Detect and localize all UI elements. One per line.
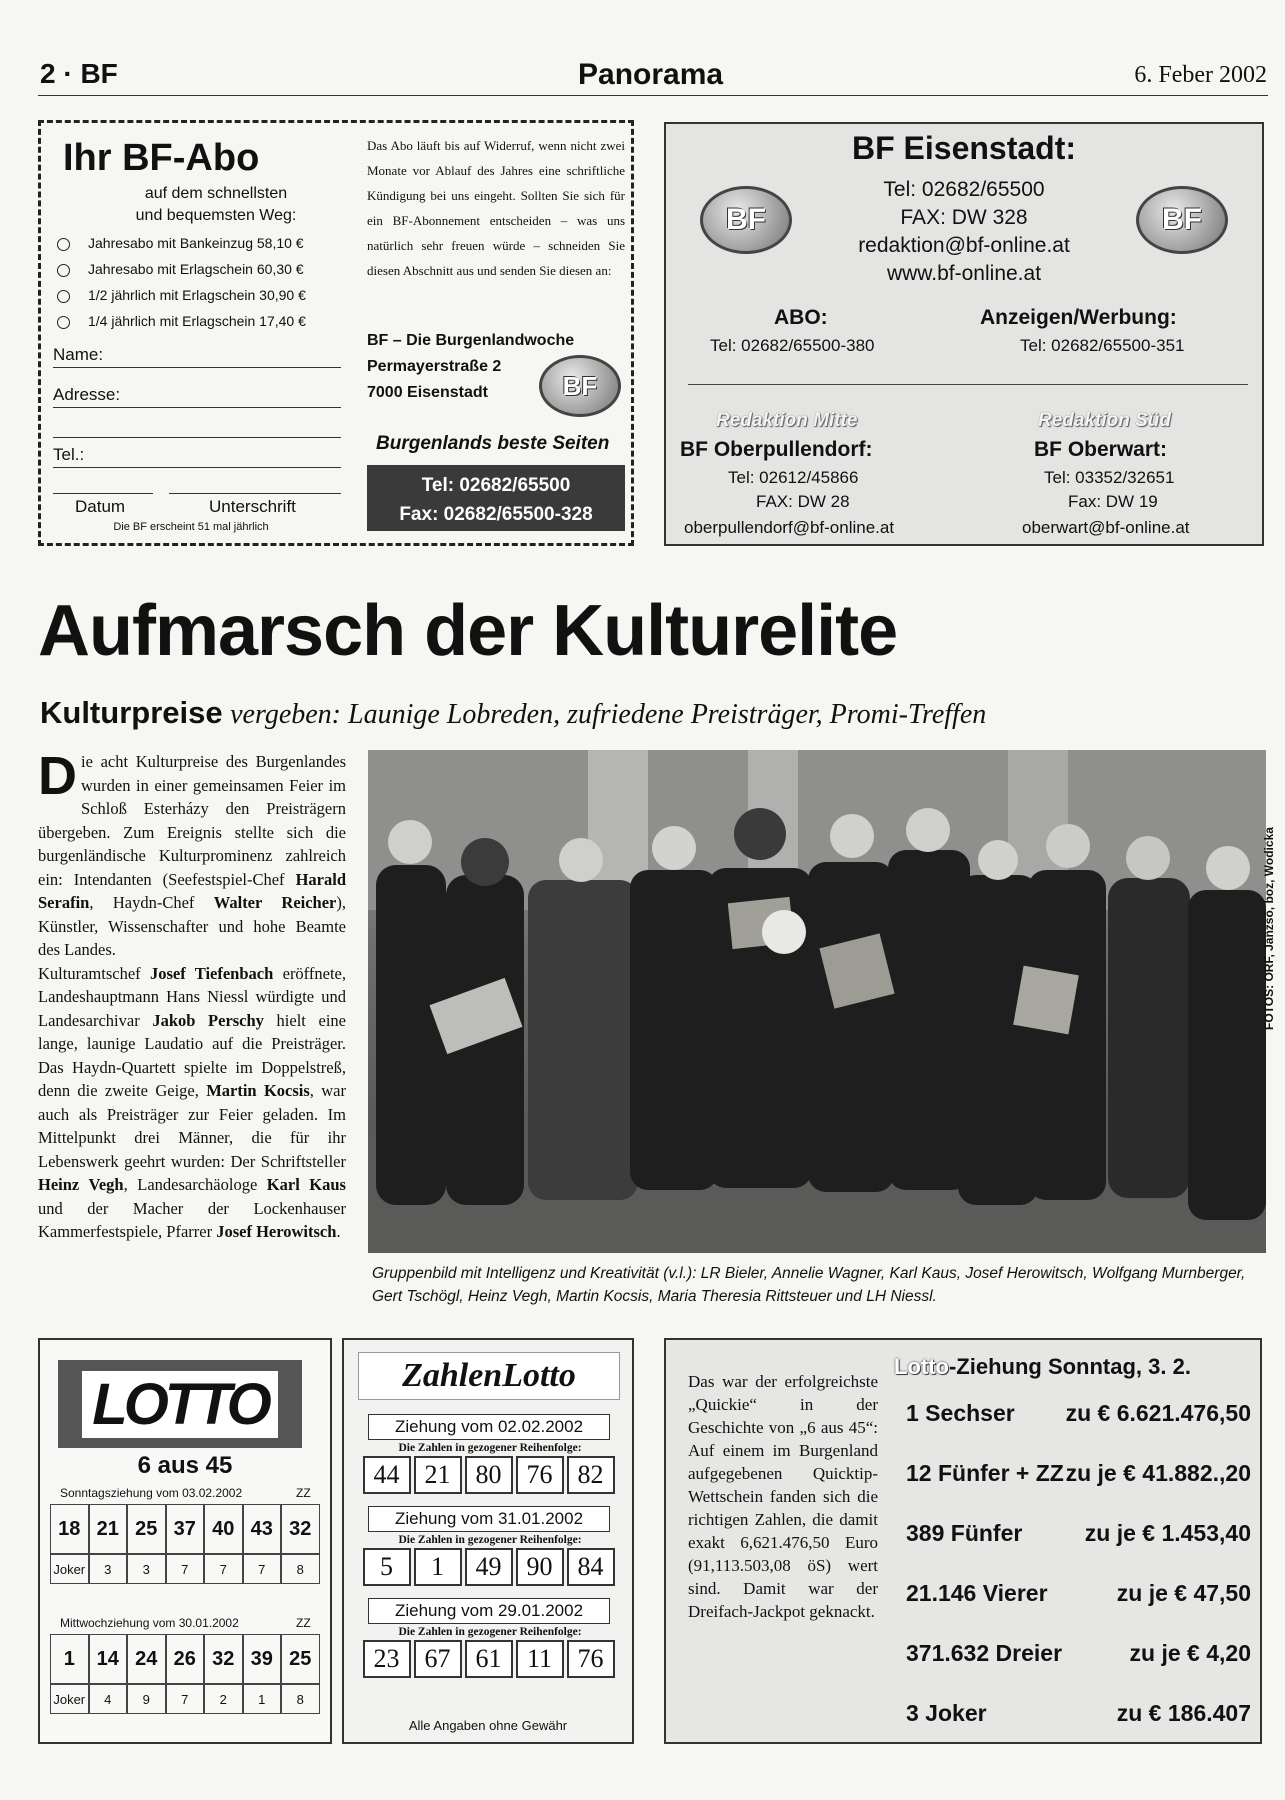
zahlenlotto-draw <box>358 1598 622 1678</box>
contact-box <box>664 122 1264 546</box>
ads-label: Anzeigen/Werbung: <box>980 306 1177 329</box>
coupon-phone: Tel: 02682/65500 <box>421 475 571 496</box>
wednesday-number: 25 <box>281 1634 320 1684</box>
sunday-number: 25 <box>127 1504 166 1554</box>
prize-amount: zu je € 1.453,40 <box>1084 1520 1251 1546</box>
kicker: Kulturpreise <box>40 695 223 730</box>
draw-title-rest: -Ziehung Sonntag, 3. 2. <box>948 1354 1191 1379</box>
oberwart-phone: Tel: 03352/32651 <box>1044 468 1175 487</box>
photo-caption: Gruppenbild mit Intelligenz und Kreativität (v.l.): LR Bieler, Annelie Wagner, Karl Kaus, Josef Herowitsch, Wolfgang Murnberger, Gert Tschögl, Heinz Vegh, Martin Kocsis, Maria Theresia Rittsteuer und LH Niessl. <box>372 1265 1246 1305</box>
slogan: Burgenlands beste Seiten <box>376 433 610 454</box>
body-text: ), Künstler, Wissenschafter und hohe Beamte des Landes. <box>38 893 346 959</box>
coupon-contact <box>367 465 625 531</box>
prize-amount: zu € 186.407 <box>1116 1700 1251 1726</box>
header-rule <box>38 95 1268 96</box>
joker-label: Joker <box>50 1684 89 1714</box>
zahlenlotto-draws <box>358 1414 622 1678</box>
sunday-number: 21 <box>89 1504 128 1554</box>
prize-tier: 3 Joker <box>906 1700 987 1726</box>
article-subhead <box>40 695 986 731</box>
person-name: Josef Herowitsch <box>216 1222 337 1241</box>
subscription-terms: Das Abo läuft bis auf Widerruf, wenn nicht zwei Monate vor Ablauf des Jahres eine schriftliche Kündigung bei uns eingeht. Sollten Sie sich für ein BF-Abonnement entscheiden – was uns natürlich sehr freuen würde – schneiden Sie diesen Abschnitt aus und senden Sie diesen an: <box>367 138 625 278</box>
zahlenlotto-number: 76 <box>567 1640 615 1678</box>
wednesday-joker-digit: 1 <box>243 1684 282 1714</box>
lotto-results <box>38 1338 332 1744</box>
coupon-subtitle-line: und bequemsten Weg: <box>135 207 297 224</box>
prize-row <box>906 1520 1251 1547</box>
issue-date: 6. Feber 2002 <box>1134 62 1267 88</box>
article-headline: Aufmarsch der Kulturelite <box>38 591 898 671</box>
draw-date-label: Ziehung vom 29.01.2002 <box>368 1598 610 1624</box>
subscription-coupon <box>38 120 634 546</box>
wednesday-grid <box>50 1634 320 1714</box>
prize-amount: zu je € 4,20 <box>1129 1640 1251 1666</box>
option-label: 1/2 jährlich mit Erlagschein 30,90 € <box>88 287 306 303</box>
prize-row <box>906 1640 1251 1667</box>
prize-tier: 21.146 Vierer <box>906 1580 1048 1606</box>
disclaimer: Alle Angaben ohne Gewähr <box>408 1718 568 1733</box>
zahlenlotto-logo: ZahlenLotto <box>358 1352 620 1400</box>
coupon-subtitle-line: auf dem schnellsten <box>144 185 288 202</box>
zahlenlotto-draw <box>358 1506 622 1586</box>
bf-logo: BF <box>1136 186 1228 254</box>
person-name: Heinz Vegh <box>38 1175 124 1194</box>
zahlenlotto-number: 11 <box>516 1640 564 1678</box>
group-photo <box>368 750 1266 1253</box>
zahlenlotto-number: 61 <box>465 1640 513 1678</box>
draw-title <box>894 1354 1191 1380</box>
abo-phone: Tel: 02682/65500-380 <box>710 336 875 355</box>
zahlenlotto-number: 80 <box>465 1456 513 1494</box>
option-halfyear[interactable] <box>57 287 306 303</box>
draw-title-lotto: Lotto <box>894 1354 949 1379</box>
address-field-2[interactable] <box>53 437 341 438</box>
address-line: BF – Die Burgenlandwoche <box>367 332 575 349</box>
lotto-logo-text: LOTTO <box>82 1371 277 1438</box>
coupon-title: Ihr BF-Abo <box>63 137 260 179</box>
prize-amount: zu € 6.621.476,50 <box>1065 1400 1251 1426</box>
radio-icon[interactable] <box>57 264 70 277</box>
body-text: . <box>336 1222 341 1241</box>
wednesday-joker-digit: 9 <box>127 1684 166 1714</box>
date-field[interactable] <box>53 493 153 494</box>
zahlenlotto-number: 84 <box>567 1548 615 1586</box>
person-name: Walter Reicher <box>213 893 337 912</box>
sunday-joker-digit: 3 <box>89 1554 128 1584</box>
wednesday-joker-digit: 8 <box>281 1684 320 1714</box>
draw-date-label: Ziehung vom 31.01.2002 <box>368 1506 610 1532</box>
zz-label: ZZ <box>296 1486 311 1500</box>
office-website[interactable]: www.bf-online.at <box>886 262 1042 285</box>
body-text: eröffnete, Landeshauptmann Hans Niessl würdigte und Landesarchivar <box>38 963 346 1030</box>
bf-logo: BF <box>700 186 792 254</box>
oberwart-email[interactable]: oberwart@bf-online.at <box>1022 518 1190 537</box>
sunday-number: 43 <box>243 1504 282 1554</box>
prize-tier: 1 Sechser <box>906 1400 1015 1426</box>
article-body <box>38 746 347 1244</box>
region-mitte-label: Redaktion Mitte <box>716 410 858 431</box>
zahlenlotto-number: 90 <box>516 1548 564 1586</box>
person-name: Martin Kocsis <box>206 1081 310 1100</box>
zahlenlotto-number: 5 <box>363 1548 411 1586</box>
wednesday-joker-digit: 4 <box>89 1684 128 1714</box>
address-line: Permayerstraße 2 <box>367 358 502 375</box>
option-label: Jahresabo mit Erlagschein 60,30 € <box>88 261 304 277</box>
office-title: BF Eisenstadt: <box>851 130 1077 166</box>
zahlenlotto-number: 76 <box>516 1456 564 1494</box>
zahlenlotto-number: 23 <box>363 1640 411 1678</box>
oberpullendorf-email[interactable]: oberpullendorf@bf-online.at <box>684 518 895 537</box>
order-note: Die Zahlen in gezogener Reihenfolge: <box>398 1626 582 1638</box>
oberpullendorf-fax: FAX: DW 28 <box>756 492 850 511</box>
office-email[interactable]: redaktion@bf-online.at <box>858 234 1070 257</box>
phone-field[interactable] <box>53 467 341 468</box>
wednesday-joker-digit: 2 <box>204 1684 243 1714</box>
option-label: 1/4 jährlich mit Erlagschein 17,40 € <box>88 313 306 329</box>
name-label: Name: <box>53 345 104 364</box>
name-field[interactable] <box>53 367 341 368</box>
prize-amount: zu je € 47,50 <box>1116 1580 1251 1606</box>
divider <box>688 384 1248 385</box>
signature-field[interactable] <box>169 493 341 494</box>
sunday-joker-digit: 3 <box>127 1554 166 1584</box>
signature-label: Unterschrift <box>209 497 296 516</box>
option-label: Jahresabo mit Bankeinzug 58,10 € <box>88 235 304 251</box>
wednesday-joker-digit: 7 <box>166 1684 205 1714</box>
body-text: hielt eine lange, launige Laudatio auf die Preisträger. Das Haydn-Quartett spielte im Doppelstreß, denn die zweite Geige, <box>38 1010 346 1100</box>
prize-row <box>906 1580 1251 1607</box>
coupon-subtitle <box>101 183 331 227</box>
zahlenlotto-number: 67 <box>414 1640 462 1678</box>
person-name: Jakob Perschy <box>152 1010 264 1030</box>
sunday-grid <box>50 1504 320 1584</box>
wednesday-number: 1 <box>50 1634 89 1684</box>
frequency-note: Die BF erscheint 51 mal jährlich <box>113 521 269 533</box>
address-field[interactable] <box>53 407 341 408</box>
oberpullendorf-phone: Tel: 02612/45866 <box>728 468 859 487</box>
sunday-joker-digit: 7 <box>243 1554 282 1584</box>
zz-label: ZZ <box>296 1616 311 1630</box>
sunday-number: 18 <box>50 1504 89 1554</box>
page-number: 2 · BF <box>40 58 118 89</box>
lotto-jackpot-box <box>664 1338 1262 1744</box>
game-title: 6 aus 45 <box>137 1452 233 1479</box>
body-text: Kulturamtschef <box>38 963 150 983</box>
order-note: Die Zahlen in gezogener Reihenfolge: <box>398 1534 582 1546</box>
address-line: 7000 Eisenstadt <box>367 384 488 401</box>
prize-row <box>906 1700 1251 1727</box>
photo-credit: FOTOS: ORF, Janzso, boz, Wodicka <box>1262 827 1276 1030</box>
sunday-number: 40 <box>204 1504 243 1554</box>
oberwart-office: BF Oberwart: <box>1034 438 1168 461</box>
body-text: , war auch als Preisträger zur Feier geladen. Im Mittelpunkt drei Männer, die für ihr Lebenswerk geehrt wurden: Der Schriftsteller <box>38 1081 347 1171</box>
prize-tier: 371.632 Dreier <box>906 1640 1063 1666</box>
wednesday-number: 39 <box>243 1634 282 1684</box>
wednesday-number: 32 <box>204 1634 243 1684</box>
joker-label: Joker <box>50 1554 89 1584</box>
abo-label: ABO: <box>774 306 828 329</box>
order-note: Die Zahlen in gezogener Reihenfolge: <box>398 1442 582 1454</box>
oberpullendorf-office: BF Oberpullendorf: <box>680 438 873 461</box>
address-label: Adresse: <box>53 385 121 404</box>
sunday-joker-digit: 7 <box>204 1554 243 1584</box>
radio-icon[interactable] <box>57 290 70 303</box>
office-fax: FAX: DW 328 <box>900 206 1028 229</box>
zahlenlotto-number: 44 <box>363 1456 411 1494</box>
sunday-number: 37 <box>166 1504 205 1554</box>
person-name: Harald Serafin <box>38 869 346 912</box>
office-phone: Tel: 02682/65500 <box>883 178 1045 201</box>
section-title: Panorama <box>578 58 724 91</box>
person-name: Josef Tiefenbach <box>149 963 274 983</box>
sunday-joker-digit: 7 <box>166 1554 205 1584</box>
draw-label-sunday: Sonntagsziehung vom 03.02.2002 <box>60 1486 243 1500</box>
body-text: ie acht Kulturpreise des Burgenlandes wurden in einer gemeinsamen Feier im Schloß Esterházy den Preisträgern übergeben. Zum Ereignis stellte sich die burgenländische Kulturprominenz zahlreich ein: Intendanten (Seefestspiel-Chef <box>38 752 346 889</box>
bf-logo: BF <box>539 355 621 417</box>
dropcap: D <box>38 746 77 806</box>
group-photo-illustration <box>368 750 1266 1253</box>
sunday-number: 32 <box>281 1504 320 1554</box>
prize-tier: 389 Fünfer <box>906 1520 1023 1546</box>
prize-tier: 12 Fünfer + ZZ <box>906 1460 1064 1486</box>
radio-icon[interactable] <box>57 238 70 251</box>
lotto-logo <box>58 1360 302 1448</box>
person-name: Karl Kaus <box>266 1175 346 1194</box>
wednesday-number: 14 <box>89 1634 128 1684</box>
subhead-text: vergeben: Launige Lobreden, zufriedene Preisträger, Promi-Treffen <box>230 699 987 730</box>
jackpot-text: Das war der erfolgreichste „Quickie“ in der Geschichte von „6 aus 45“: Auf einem im Burgenland aufgegebenen Quicktip-Wettschein fanden sich die richtigen Zahlen, die damit exakt 6,621.476,50 Euro (91,113.503,08 öS) wert sind. Damit war der Dreifach-Jackpot geknackt. <box>688 1372 878 1621</box>
zahlenlotto-results <box>342 1338 634 1744</box>
ads-phone: Tel: 02682/65500-351 <box>1020 336 1185 355</box>
prize-row <box>906 1400 1251 1427</box>
zahlenlotto-number: 21 <box>414 1456 462 1494</box>
body-text: , Landesarchäologe <box>123 1175 267 1194</box>
date-label: Datum <box>75 497 126 516</box>
region-sued-label: Redaktion Süd <box>1038 410 1172 431</box>
zahlenlotto-number: 49 <box>465 1548 513 1586</box>
wednesday-number: 26 <box>166 1634 205 1684</box>
option-quarter[interactable] <box>57 313 306 329</box>
zahlenlotto-number: 1 <box>414 1548 462 1586</box>
zahlenlotto-draw <box>358 1414 622 1494</box>
prize-row <box>906 1460 1251 1487</box>
coupon-fax: Fax: 02682/65500-328 <box>399 504 593 525</box>
wednesday-number: 24 <box>127 1634 166 1684</box>
zahlenlotto-number: 82 <box>567 1456 615 1494</box>
option-yearly-slip[interactable] <box>57 261 304 277</box>
phone-label: Tel.: <box>53 445 85 464</box>
body-text: und der Macher der Lockenhauser Kammerfestspiele, Pfarrer <box>38 1198 346 1241</box>
draw-label-wednesday: Mittwochziehung vom 30.01.2002 <box>60 1616 239 1630</box>
oberwart-fax: Fax: DW 19 <box>1068 492 1158 511</box>
sunday-joker-digit: 8 <box>281 1554 320 1584</box>
prize-amount: zu je € 41.882.,20 <box>1065 1460 1251 1486</box>
radio-icon[interactable] <box>57 316 70 329</box>
draw-date-label: Ziehung vom 02.02.2002 <box>368 1414 610 1440</box>
option-yearly-bank[interactable] <box>57 235 304 251</box>
body-text: , Haydn-Chef <box>89 893 214 912</box>
